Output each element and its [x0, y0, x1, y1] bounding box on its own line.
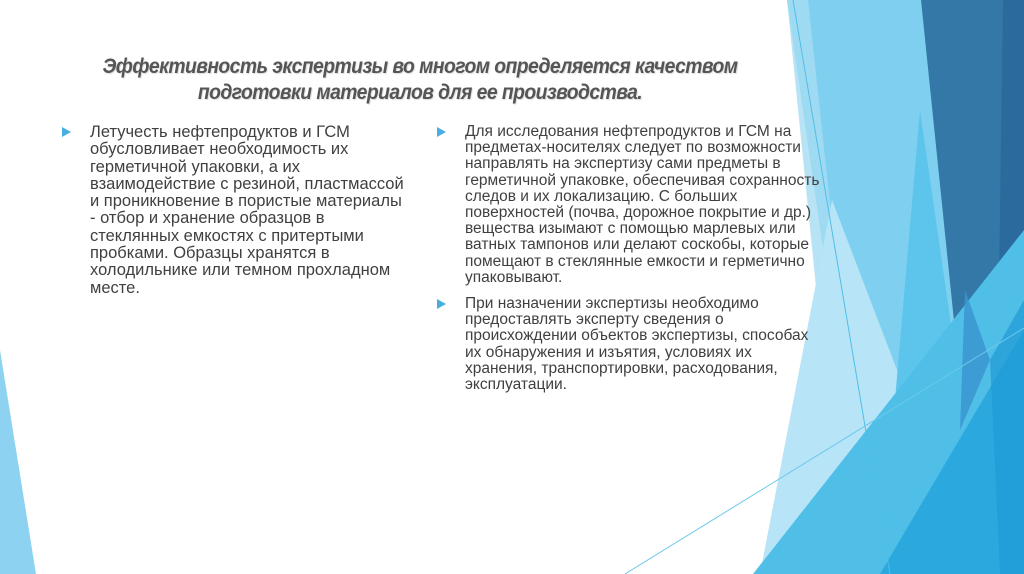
right-column	[437, 124, 827, 403]
bullet-item	[62, 124, 407, 297]
left-column	[62, 124, 407, 307]
bullet-item	[437, 124, 827, 286]
slide-title: Эффективность экспертизы во многом определяется качеством подготовки материалов для ее производства.	[102, 55, 738, 104]
bullet-text: Для исследования нефтепродуктов и ГСМ на предметах-носителях следует по возможности направлять на экспертизу сами предметы в герметичной упаковке, обеспечивая сохранность следов и их локализацию. С больших поверхностей (почва, дорожное покрытие и др.) вещества изымают с помощью марлевых или ватных тампонов или делают соскобы, которые помещают в стеклянные емкости и герметично упаковывают.	[465, 123, 820, 286]
left-triangle-shape	[0, 350, 36, 574]
bullet-text: При назначении экспертизы необходимо предоставлять эксперту сведения о происхождении объектов экспертизы, способах их обнаружения и изъятия, условиях их хранения, транспортировки, расходования, эксплуатации.	[465, 295, 809, 394]
triangle-bullet-icon	[437, 127, 446, 137]
bullet-item	[437, 296, 827, 393]
triangle-bullet-icon	[62, 127, 71, 137]
bullet-text: Летучесть нефтепродуктов и ГСМ обусловливает необходимость их герметичной упаковки, а их взаимодействие с резиной, пластмассой и проникновение в пористые материалы - отбор и хранение образцов в стеклянных емкостях с притертыми пробками. Образцы хранятся в холодильнике или темном прохладном месте.	[90, 123, 404, 297]
triangle-bullet-icon	[437, 299, 446, 309]
